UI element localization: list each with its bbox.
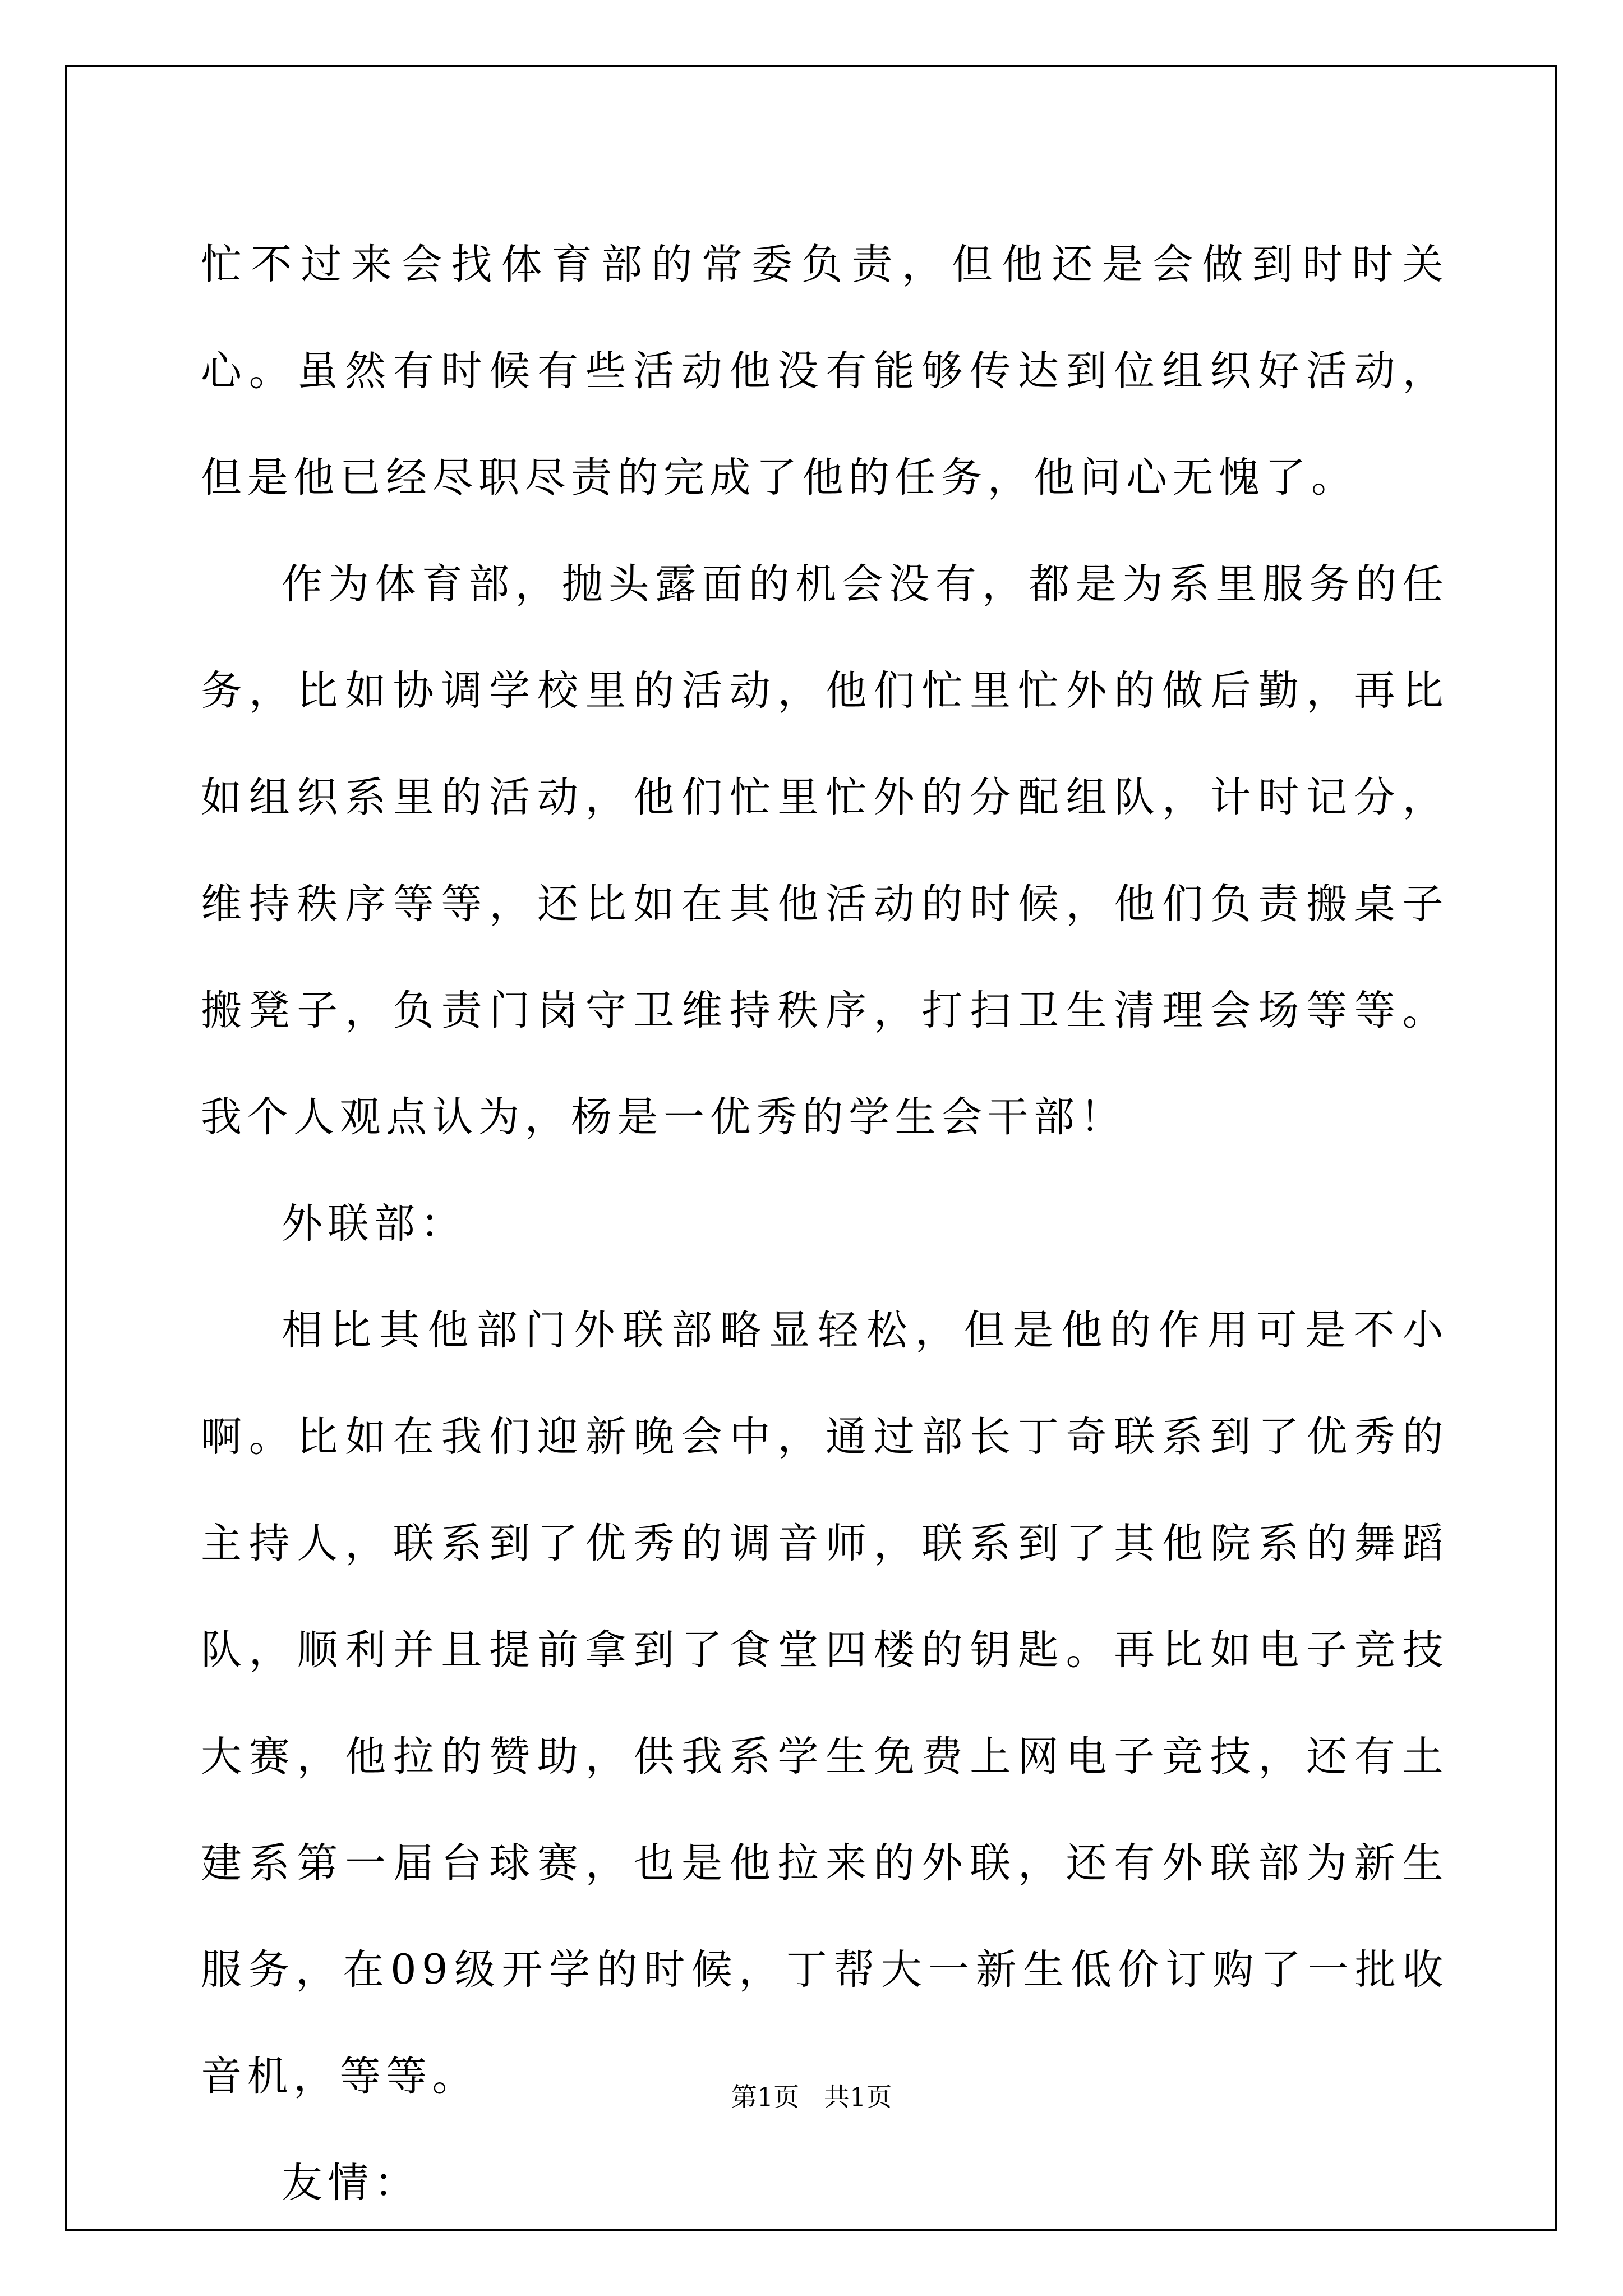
paragraph-continuation: 忙不过来会找体育部的常委负责，但他还是会做到时时关心。虽然有时候有些活动他没有能够传达到位组织好活动，但是他已经尽职尽责的完成了他的任务，他问心无愧了。 [201,241,1449,501]
page-number-current: 第1页 [731,2082,800,2112]
paragraph-sports-department: 作为体育部，抛头露面的机会没有，都是为系里服务的任务，比如协调学校里的活动，他们忙里忙外的做后勤，再比如组织系里的活动，他们忙里忙外的分配组队，计时记分，维持秩序等等，还比如在其他活动的时候，他们负责搬桌子搬凳子，负责门岗守卫维持秩序，打扫卫生清理会场等等。我个人观点认为，杨是一优秀的学生会干部！ [201,560,1449,1141]
document-body [201,211,1449,2237]
paragraph-liaison-department: 相比其他部门外联部略显轻松，但是他的作用可是不小啊。比如在我们迎新晚会中，通过部长丁奇联系到了优秀的主持人，联系到了优秀的调音师，联系到了其他院系的舞蹈队，顺利并且提前拿到了食堂四楼的钥匙。再比如电子竞技大赛，他拉的赞助，供我系学生免费上网电子竞技，还有土建系第一届台球赛，也是他拉来的外联，还有外联部为新生服务，在09级开学的时候，丁帮大一新生低价订购了一批收音机，等等。 [201,1306,1449,2100]
page-number-total: 共1页 [823,2082,892,2112]
section-heading-liaison: 外联部： [282,1200,467,1248]
page-footer [0,2081,1623,2113]
section-heading-friendship: 友情： [282,2159,421,2207]
